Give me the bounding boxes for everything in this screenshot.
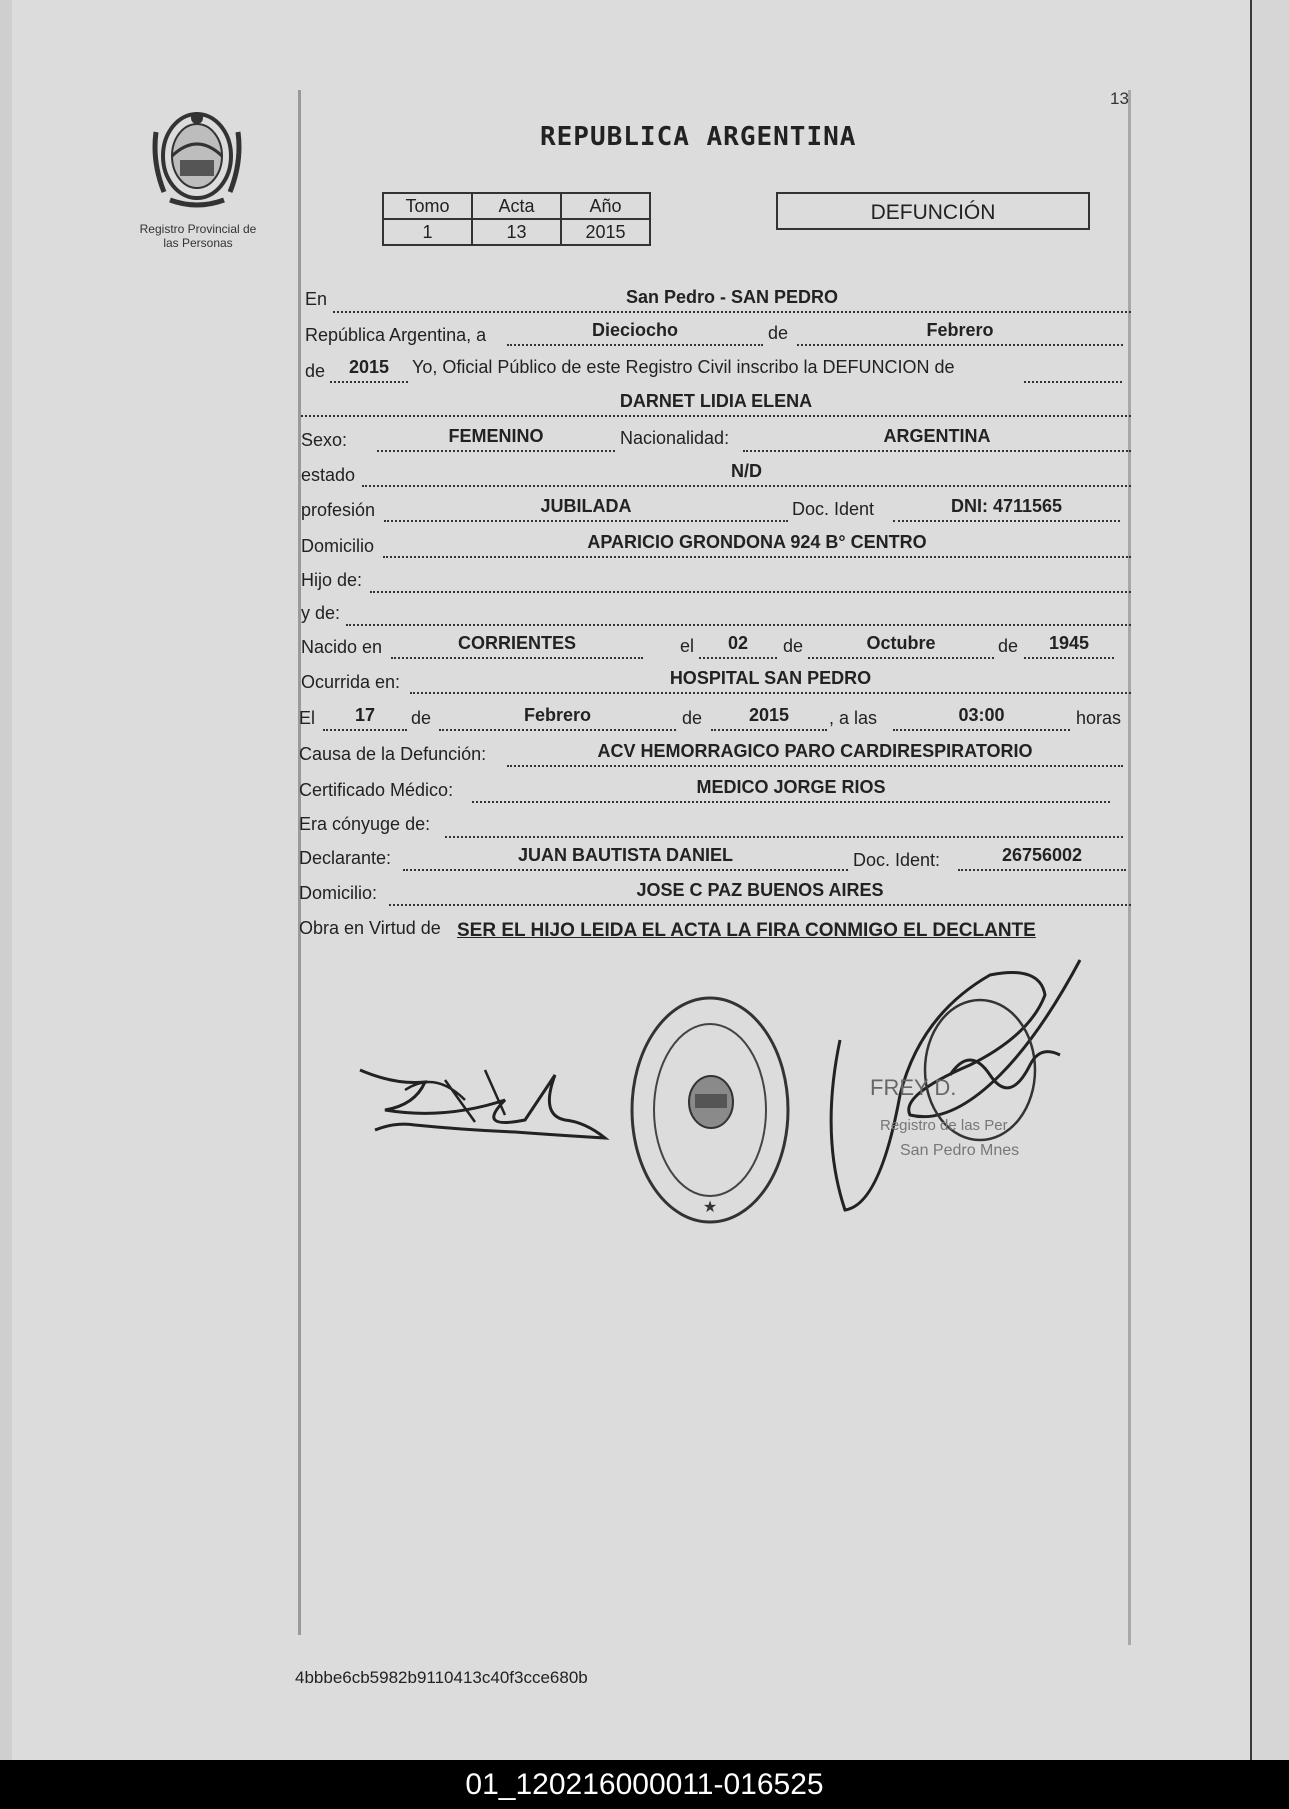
official-signature-stamp [790,955,1090,1215]
label-de-nac-anio: de [998,636,1019,656]
adjacent-page-edge [1250,0,1289,1760]
label-de-def-anio: de [682,708,703,728]
label-a-las: , a las [829,708,878,728]
page-number: 13 [1110,89,1129,108]
value-anio: 2015 [330,357,408,383]
value-def-mes: Febrero [439,705,676,731]
svg-text:San Pedro Mnes: San Pedro Mnes [900,1142,1020,1159]
value-fallecido: DARNET LIDIA ELENA [301,391,1131,417]
svg-text:Registro de las Per: Registro de las Per [880,1117,1008,1134]
label-domicilio2: Domicilio: [299,883,378,903]
value-causa: ACV HEMORRAGICO PARO CARDIRESPIRATORIO [507,741,1123,767]
value-dni: DNI: 4711565 [893,496,1120,522]
scan-footer-code: 01_120216000011-016525 [0,1760,1289,1809]
label-de: de [768,323,789,343]
label-de-nac-mes: de [783,636,804,656]
logo-caption-line1: Registro Provincial de [139,222,257,236]
acta-header: Acta [472,193,561,219]
label-nacido-en: Nacido en [301,637,383,657]
label-en: En [305,289,328,309]
label-sexo: Sexo: [301,430,348,450]
right-margin-line [1128,90,1131,1645]
label-causa: Causa de la Defunción: [299,744,487,764]
value-blank [1024,357,1122,383]
value-obra: SER EL HIJO LEIDA EL ACTA LA FIRA CONMIGO EL DECLANTE [457,920,1036,941]
delegation-round-seal [625,990,795,1230]
value-hora: 03:00 [893,705,1070,731]
document-hash: 4bbbe6cb5982b9110413c40f3cce680b [295,1668,588,1687]
value-declarante-dom: JOSE C PAZ BUENOS AIRES [389,880,1131,906]
label-estado: estado [301,465,356,485]
acta-value: 13 [472,219,561,245]
value-ocurrida: HOSPITAL SAN PEDRO [410,668,1131,694]
label-hijo-de: Hijo de: [301,570,363,590]
label-yo: Yo, Oficial Público de este Registro Civil inscribo la DEFUNCION de [412,357,955,377]
value-certificado: MEDICO JORGE RIOS [472,777,1110,803]
svg-text:FREY D.: FREY D. [870,1075,957,1100]
anio-value: 2015 [561,219,650,245]
value-lugar: San Pedro - SAN PEDRO [333,287,1131,313]
label-y-de: y de: [301,603,341,623]
document-type-box: DEFUNCIÓN [776,192,1090,230]
svg-text:★: ★ [702,1199,718,1216]
label-el-cap: El [299,708,316,728]
label-domicilio: Domicilio [301,536,375,556]
label-horas: horas [1076,708,1122,728]
value-nacido-en: CORRIENTES [391,633,643,659]
value-nac-anio: 1945 [1024,633,1114,659]
value-declarante: JUAN BAUTISTA DANIEL [403,845,848,871]
label-republica: República Argentina, a [305,325,487,345]
value-nac-dia: 02 [699,633,777,659]
label-ocurrida: Ocurrida en: [301,672,401,692]
label-conyuge: Era cónyuge de: [299,814,431,834]
value-sexo: FEMENINO [377,426,615,452]
document-title: REPUBLICA ARGENTINA [540,122,857,152]
value-def-anio: 2015 [711,705,827,731]
label-de-anio: de [305,361,326,381]
label-nacionalidad: Nacionalidad: [620,428,730,448]
reference-table [382,192,651,246]
label-el: el [680,636,695,656]
tomo-header: Tomo [383,193,472,219]
value-hijo-de [370,567,1131,593]
value-nac-mes: Octubre [808,633,994,659]
logo-caption-line2: las Personas [163,236,233,250]
label-profesion: profesión [301,500,376,520]
provincial-seal-icon [150,102,244,210]
label-declarante: Declarante: [299,848,392,868]
value-nacionalidad: ARGENTINA [743,426,1131,452]
tomo-value: 1 [383,219,472,245]
value-mes: Febrero [797,320,1123,346]
label-doc-ident2: Doc. Ident: [853,850,941,870]
value-conyuge [445,812,1123,838]
value-declarante-doc: 26756002 [958,845,1126,871]
label-de-def-mes: de [411,708,432,728]
label-obra: Obra en Virtud de [299,918,441,938]
label-certificado: Certificado Médico: [299,780,454,800]
value-def-dia: 17 [323,705,407,731]
value-estado: N/D [362,461,1131,487]
value-profesion: JUBILADA [384,496,788,522]
value-domicilio: APARICIO GRONDONA 924 B° CENTRO [383,532,1131,558]
value-y-de [346,600,1131,626]
value-dia-letras: Dieciocho [507,320,763,346]
label-doc-ident: Doc. Ident [792,499,875,519]
anio-header: Año [561,193,650,219]
logo-caption [120,222,276,250]
declarant-signature [355,1060,615,1150]
